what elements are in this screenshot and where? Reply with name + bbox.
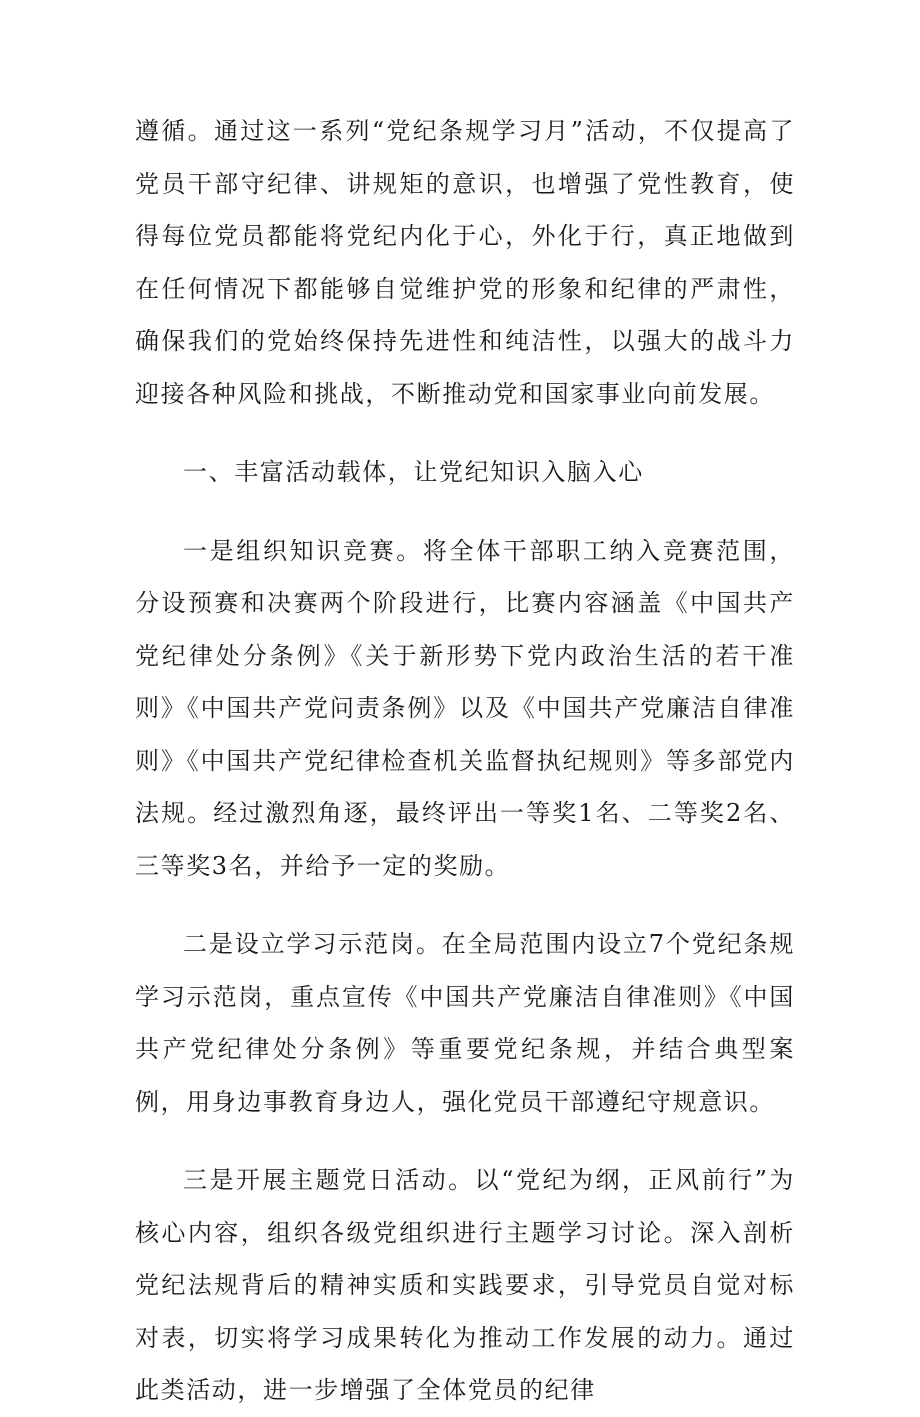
document-page — [135, 105, 795, 1417]
paragraph-gap — [135, 1128, 795, 1154]
paragraph-item-2: 二是设立学习示范岗。在全局范围内设立7个党纪条规学习示范岗，重点宣传《中国共产党廉洁自律准则》《中国共产党纪律处分条例》等重要党纪条规，并结合典型案例，用身边事教育身边人，强化党员干部遵纪守规意识。 — [135, 930, 795, 1116]
paragraph-intro-continuation: 遵循。通过这一系列“党纪条规学习月”活动，不仅提高了党员干部守纪律、讲规矩的意识，也增强了党性教育，使得每位党员都能将党纪内化于心，外化于行，真正地做到在任何情况下都能够自觉维护党的形象和纪律的严肃性，确保我们的党始终保持先进性和纯洁性，以强大的战斗力迎接各种风险和挑战，不断推动党和国家事业向前发展。 — [135, 117, 795, 408]
section-heading: 一、丰富活动载体，让党纪知识入脑入心 — [183, 458, 644, 486]
paragraph-gap — [135, 499, 795, 525]
paragraph-gap — [135, 420, 795, 446]
paragraph-item-3: 三是开展主题党日活动。以“党纪为纲，正风前行”为核心内容，组织各级党组织进行主题学习讨论。深入剖析党纪法规背后的精神实质和实践要求，引导党员自觉对标对表，切实将学习成果转化为推动工作发展的动力。通过此类活动，进一步增强了全体党员的纪律 — [135, 1166, 795, 1404]
paragraph-gap — [135, 892, 795, 918]
paragraph-item-1: 一是组织知识竞赛。将全体干部职工纳入竞赛范围，分设预赛和决赛两个阶段进行，比赛内容涵盖《中国共产党纪律处分条例》《关于新形势下党内政治生活的若干准则》《中国共产党问责条例》以及《中国共产党廉洁自律准则》《中国共产党纪律检查机关监督执纪规则》等多部党内法规。经过激烈角逐，最终评出一等奖1名、二等奖2名、三等奖3名，并给予一定的奖励。 — [135, 536, 795, 880]
